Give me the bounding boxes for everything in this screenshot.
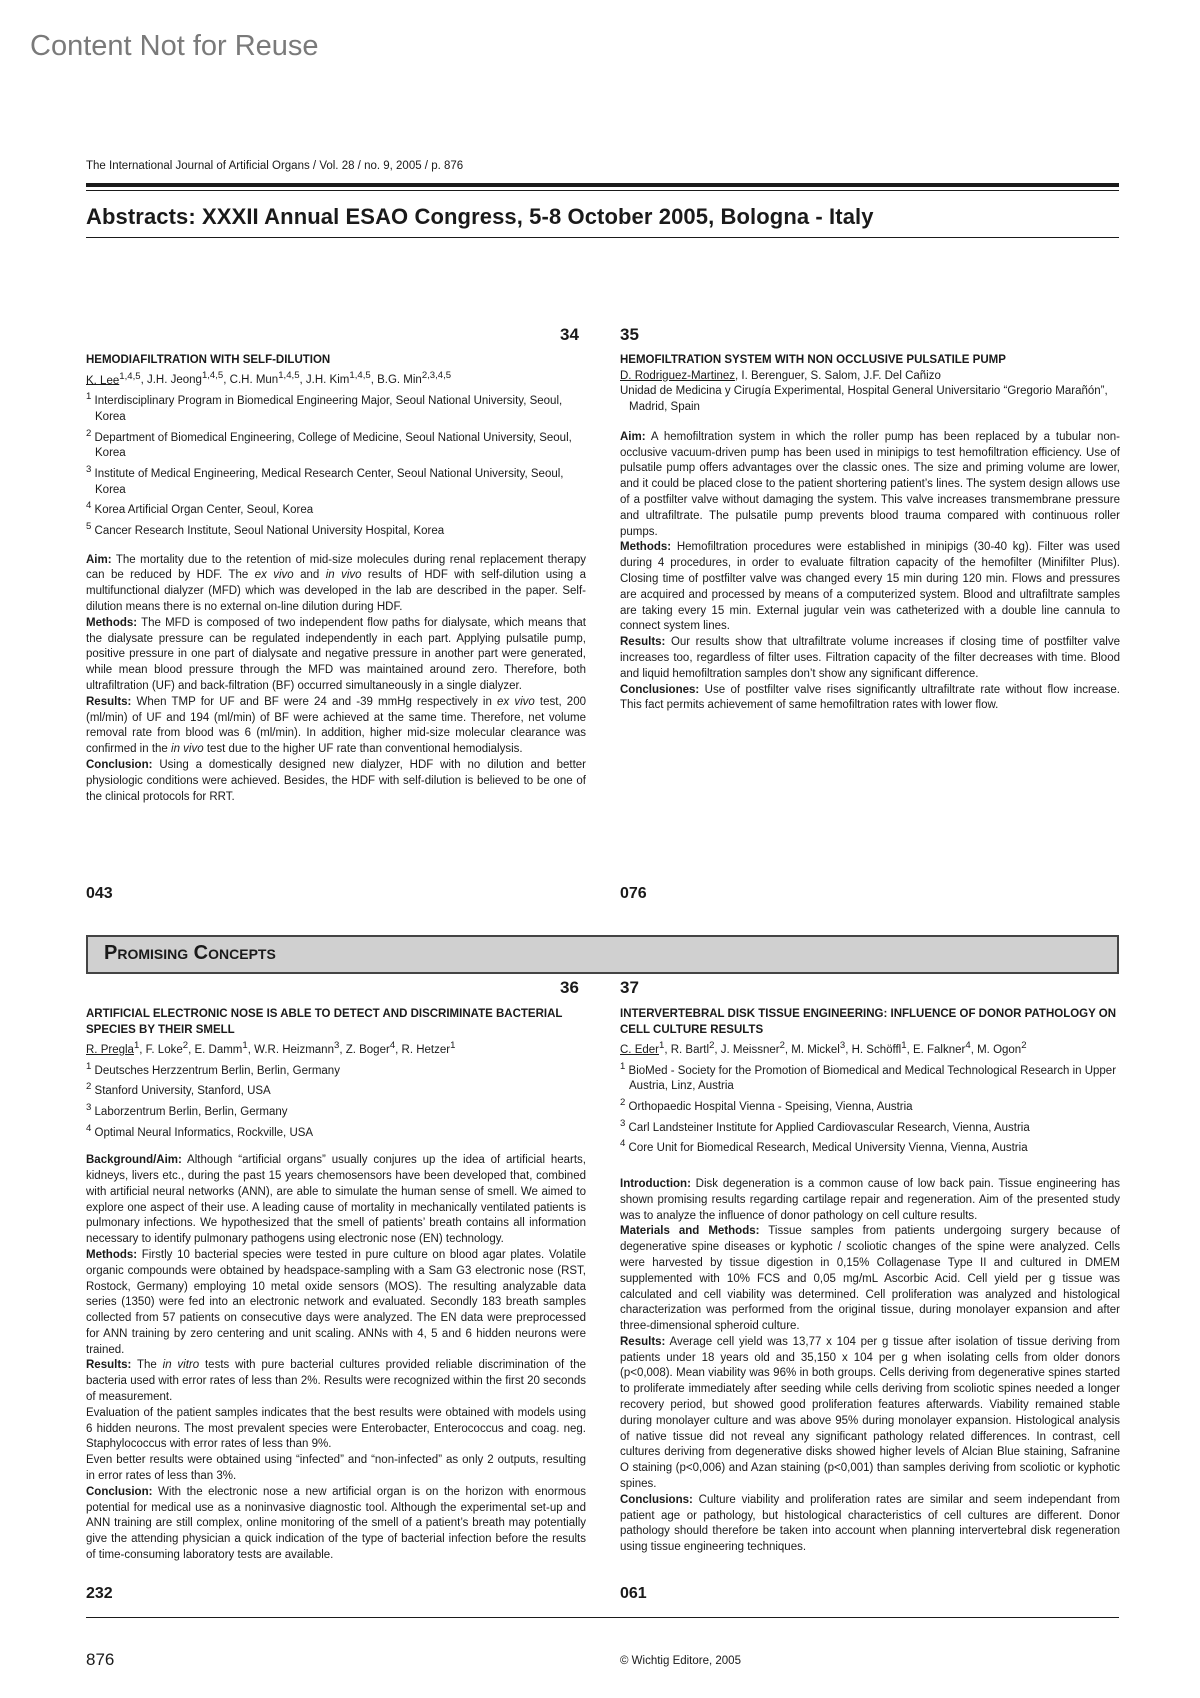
abstract-35: [620, 353, 1120, 714]
abstract-code-043: 043: [86, 885, 113, 902]
paragraph: Background/Aim: Although “artificial organs” usually conjures up the idea of artificial hearts, kidneys, livers etc., during the past 15 years chemosensors have been developed that, combined with artificial neural networks (ANN), are able to simulate the human sense of smell. We aimed to explore one aspect of their use. A leading cause of mortality in mechanically ventilated patients is pulmonary infections. We hypothesized that the smell of patients’ breath contains all information necessary to identify pulmonary pathogens using electronic nose (EN) technology.: [86, 1154, 586, 1246]
paragraph: Conclusions: Culture viability and proliferation rates are similar and seem independant from patient age or pathology, but histological characteristics of cell cultures are different. Donor pathology should therefore be taken into account when planning intervertebral disk regeneration using tissue engineering techniques.: [620, 1493, 1120, 1554]
abstract-number-35: 35: [620, 325, 639, 344]
first-author: R. Pregla: [86, 1043, 134, 1056]
header-rule-thick: [86, 183, 1119, 187]
affiliation: $^2$ Stanford University, Stanford, USA: [86, 1081, 271, 1098]
abstract-code-061: 061: [620, 1585, 647, 1602]
first-author-affiliation: 1: [659, 1040, 665, 1051]
other-authors: , R. Bartl$^2$, J. Meissner$^2$, M. Mickel$^3$, H. Schöffl$^1$, E. Falkner$^4$, M. Ogon$^2$: [664, 1040, 1027, 1056]
paragraph: Aim: The mortality due to the retention of mid-size molecules during renal replacement therapy can be reduced by HDF. The ex vivo and in vivo results of HDF with self-dilution using a multifunctional dialyzer (MFD) which was developed in the lab are described in the paper. Self-dilution means there is no external on-line dilution during HDF.: [86, 553, 586, 614]
abstract-number-36: 36: [560, 978, 579, 997]
paragraph: Results: The in vitro tests with pure bacterial cultures provided reliable discrimination of the bacteria used with error rates of less than 2%. Results were recognized within the first 20 seconds of measurement.: [86, 1359, 586, 1404]
abstract-34: [86, 353, 586, 805]
header-rule-thin: [86, 190, 1119, 191]
abstract-number-34: 34: [560, 325, 579, 344]
abstract-title: HEMOFILTRATION SYSTEM WITH NON OCCLUSIVE PULSATILE PUMP: [620, 354, 1006, 366]
abstract-body: [620, 430, 1120, 714]
affiliation: $^4$ Core Unit for Biomedical Research, Medical University Vienna, Vienna, Austria: [620, 1138, 1028, 1155]
paragraph: Even better results were obtained using “infected” and “non-infected” as only 2 outputs, resulting in error rates of less than 3%.: [86, 1454, 586, 1483]
footer-rule: [86, 1617, 1119, 1618]
abstract-body: [86, 553, 586, 806]
affiliation: $^3$ Institute of Medical Engineering, Medical Research Center, Seoul National University, Seoul, Korea: [86, 463, 564, 496]
paragraph: Introduction: Disk degeneration is a common cause of low back pain. Tissue engineering has shown promising results regarding cartilage repair and regeneration. Aim of the presented study was to analyze the influence of donor pathology on cell culture results.: [620, 1177, 1120, 1222]
affiliation: $^4$ Optimal Neural Informatics, Rockville, USA: [86, 1122, 314, 1139]
author-list: [86, 1038, 586, 1059]
abstract-36: [86, 1007, 586, 1564]
watermark: Content Not for Reuse: [30, 30, 319, 62]
paragraph: Methods: Firstly 10 bacterial species were tested in pure culture on blood agar plates. Volatile organic compounds were obtained by headspace-sampling with a Sam G3 electronic nose (RST, Rostock, Germany) employing 10 metal oxide sensors (MOS). The resulting analyzable data series (1350) were fed into an electronic network and evaluated. Secondly 183 breath samples collected from 57 patients on consecutive days were analyzed. The EN data were preprocessed for ANN training by zero centering and unit scaling. ANNs with 4, 5 and 6 hidden neurons were trained.: [86, 1248, 586, 1356]
affiliation: $^3$ Carl Landsteiner Institute for Applied Cardiovascular Research, Vienna, Austria: [620, 1117, 1030, 1134]
section-heading: Promising Concepts: [104, 942, 276, 964]
page-number: 876: [86, 1650, 115, 1669]
affiliation: Unidad de Medicina y Cirugía Experimental, Hospital General Universitario “Gregorio Marañón”, Madrid, Spain: [620, 385, 1108, 414]
affiliation: $^5$ Cancer Research Institute, Seoul National University Hospital, Korea: [86, 521, 445, 537]
first-author: K. Lee: [86, 374, 120, 387]
paragraph: Results: Average cell yield was 13,77 x 104 per g tissue after isolation of tissue deriving from patients under 18 years old and 35,150 x 104 per g when isolating cells from older donors (p<0,008). Mean viability was 96% in both groups. Cells deriving from degenerative spines started to proliferate immediately after seeding while cells deriving from scoliotic spines needed a longer recovery period, but showed good proliferation features afterwards. Viability remained stable during monolayer culture and was above 95% during monolayer expansion. Histological analysis of native tissue did not reveal any significant pathology related differences. In contrast, cell cultures deriving from degenerative disks showed higher levels of Alcian Blue staining, Safranine O staining (p<0,006) and Azan staining (p<0,001) than samples deriving from scoliotic or kyphotic spines.: [620, 1335, 1120, 1491]
affiliation: $^1$ Interdisciplinary Program in Biomedical Engineering Major, Seoul National University, Seoul, Korea: [86, 391, 563, 423]
other-authors: , I. Berenguer, S. Salom, J.F. Del Cañizo: [735, 369, 941, 382]
title-rule: [86, 237, 1119, 238]
other-authors: , F. Loke$^2$, E. Damm$^1$, W.R. Heizmann$^3$, Z. Boger$^4$, R. Hetzer$^1$: [139, 1040, 456, 1056]
affiliations: [620, 1059, 1120, 1157]
affiliations: [620, 384, 1120, 416]
affiliation: $^2$ Department of Biomedical Engineering, College of Medicine, Seoul National University, Seoul, Korea: [86, 427, 572, 460]
affiliations: [86, 389, 586, 540]
other-authors: , J.H. Jeong$^{1,4,5}$, C.H. Mun$^{1,4,5}$, J.H. Kim$^{1,4,5}$, B.G. Min$^{2,3,4,5}$: [140, 370, 452, 387]
page-title: Abstracts: XXXII Annual ESAO Congress, 5-8 October 2005, Bologna - Italy: [86, 204, 874, 229]
paragraph: Results: Our results show that ultrafiltrate volume increases if closing time of postfilter valve increases too, regardless of filter uses. Filtration capacity of the filter decreases with time. Blood and liquid hemofiltration samples don’t show any significant difference.: [620, 636, 1120, 680]
paragraph: Results: When TMP for UF and BF were 24 and -39 mmHg respectively in ex vivo test, 200 (ml/min) of UF and 194 (ml/min) of BF were achieved at the same time. Therefore, net volume removal rate from blood was 6 (ml/min). In addition, higher mid-size molecular clearance was confirmed in the in vivo test due to the higher UF rate than conventional hemodialysis.: [86, 695, 586, 756]
affiliation: $^1$ BioMed - Society for the Promotion of Biomedical and Medical Technological Research in Upper Austria, Linz, Austria: [620, 1060, 1117, 1093]
paragraph: Materials and Methods: Tissue samples from patients undergoing surgery because of degenerative spine diseases or kyphotic / scoliotic changes of the spine were analyzed. Cells were harvested by tissue digestion in 0,15% Collagenase Type II and cultured in DMEM supplemented with 10% FCS and 0,05 mg/mL Ascorbic Acid. Cell yield per g tissue was calculated and cell viability was determined. Cell proliferation was analyzed and histological characterization was performed from the original tissue, during monolayer expansion and after three-dimensional spheroid culture.: [620, 1225, 1120, 1333]
first-author: D. Rodriguez-Martinez: [620, 369, 736, 382]
author-list: [620, 1038, 1120, 1059]
affiliation: $^1$ Deutsches Herzzentrum Berlin, Berlin, Germany: [86, 1060, 340, 1077]
affiliation: $^2$ Orthopaedic Hospital Vienna - Speising, Vienna, Austria: [620, 1097, 913, 1113]
affiliations: [86, 1059, 586, 1142]
affiliation: $^4$ Korea Artificial Organ Center, Seoul, Korea: [86, 500, 314, 517]
affiliation: $^3$ Laborzentrum Berlin, Berlin, Germany: [86, 1101, 288, 1118]
paragraph: Conclusion: With the electronic nose a new artificial organ is on the horizon with enormous potential for medical use as a noninvasive diagnostic tool. Although the experimental set-up and ANN training are still complex, online monitoring of the smell of a patient’s breath may potentially give the attending physician a quick indication of the type of bacterial infection before the results of time-consuming laboratory tests are available.: [86, 1485, 586, 1562]
abstract-title: INTERVERTEBRAL DISK TISSUE ENGINEERING: INFLUENCE OF DONOR PATHOLOGY ON CELL CULTURE RESULTS: [620, 1008, 1117, 1036]
first-author-affiliation: 1,4,5: [119, 370, 141, 382]
paragraph: Conclusiones: Use of postfilter valve rises significantly ultrafiltrate rate without flow increase. This fact permits achievement of same hemofiltration rates with lower flow.: [620, 683, 1120, 712]
abstract-code-232: 232: [86, 1585, 113, 1602]
paragraph: Methods: The MFD is composed of two independent flow paths for dialysate, which means that the dialysate pressure can be regulated independently in each part. Applying pulsatile pump, positive pressure in one part of dialysate and negative pressure in another part were generated, while mean blood pressure through the MFD was maintained around zero. Therefore, both ultrafiltration (UF) and back-filtration (BF) occurred simultaneously in a single dialyzer.: [86, 616, 586, 693]
abstract-body: [620, 1177, 1120, 1556]
paragraph: Evaluation of the patient samples indicates that the best results were obtained with models using 6 hidden neurons. The most prevalent species were Enterobacter, Enterococcus and coag. neg. Staphylococcus with error rates of less than 9%.: [86, 1406, 586, 1451]
abstract-code-076: 076: [620, 885, 647, 902]
author-list: [620, 369, 1120, 385]
first-author-affiliation: 1: [133, 1040, 140, 1051]
first-author: C. Eder: [620, 1043, 659, 1056]
abstract-body: [86, 1153, 586, 1564]
abstract-title: ARTIFICIAL ELECTRONIC NOSE IS ABLE TO DETECT AND DISCRIMINATE BACTERIAL SPECIES BY THEIR SMELL: [86, 1008, 563, 1036]
paragraph: Conclusion: Using a domestically designed new dialyzer, HDF with no dilution and better physiologic conditions were achieved. Besides, the HDF with self-dilution is believed to be one of the clinical protocols for RRT.: [86, 759, 586, 803]
abstract-number-37: 37: [620, 978, 639, 997]
abstract-title: HEMODIAFILTRATION WITH SELF-DILUTION: [86, 354, 331, 366]
abstract-37: [620, 1007, 1120, 1556]
copyright: © Wichtig Editore, 2005: [620, 1655, 741, 1667]
journal-citation: The International Journal of Artificial Organs / Vol. 28 / no. 9, 2005 / p. 876: [86, 160, 464, 172]
author-list: [86, 369, 586, 390]
paragraph: Methods: Hemofiltration procedures were established in minipigs (30-40 kg). Filter was used during 4 procedures, in order to evaluate filtration capacity of the hemofilter (Minifilter Plus). Closing time of postfilter valve was changed every 15 min during 120 min. Flows and pressures are acquired and processed by means of a computerized system. Blood and ultrafiltrate samples are taking every 15 min. External jugular vein was catheterized with a double line cannula to connect system lines.: [620, 541, 1120, 633]
paragraph: Aim: A hemofiltration system in which the roller pump has been replaced by a tubular non-occlusive vacuum-driven pump has been used in minipigs to test hemofiltration efficiency. Use of pulsatile pump offers advantages over the classic ones. The size and priming volume are lower, and it could be placed close to the patient shortering patient’s lines. The system design allows use of a postfilter valve without damaging the system. This valve increases transmembrane pressure and ultrafiltrate. The pulsatile pump prevents blood trauma compared with continuous roller pumps.: [620, 430, 1120, 538]
